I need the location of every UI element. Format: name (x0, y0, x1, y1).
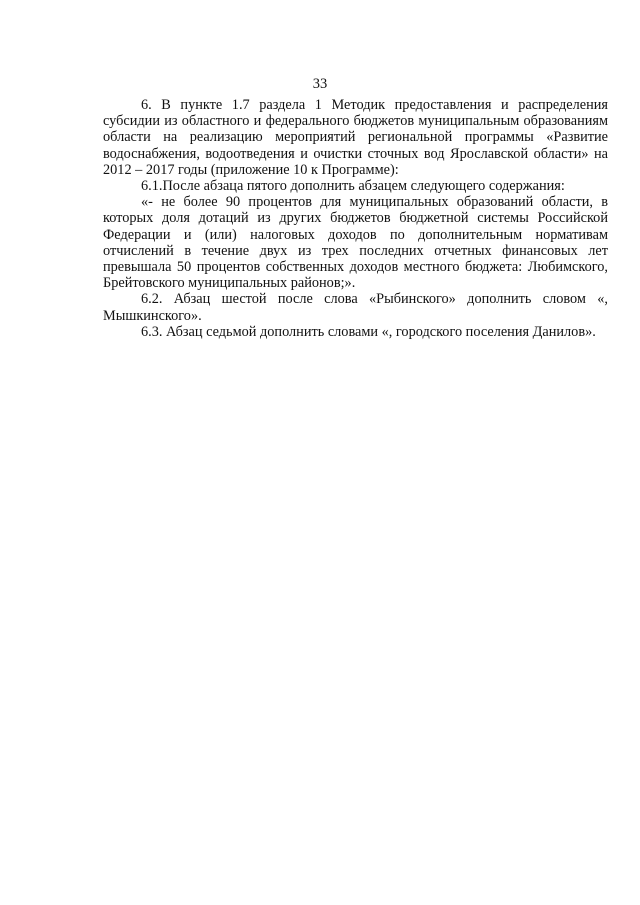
page-number: 33 (312, 76, 328, 92)
paragraph-6-1-quote: «- не более 90 процентов для муниципальных образований области, в которых доля дотаций из других бюджетов бюджетной системы Российской Федерации и (или) налоговых доходов по дополнительным нормативам отчислений в течение двух из трех последних отчетных финансовых лет превышала 50 процентов собственных доходов местного бюджета: Любимского, Брейтовского муниципальных районов;». (103, 194, 608, 292)
document-body (103, 97, 608, 340)
paragraph-6-1: 6.1.После абзаца пятого дополнить абзацем следующего содержания: (141, 178, 565, 195)
paragraph-6-2: 6.2. Абзац шестой после слова «Рыбинского» дополнить словом «, Мышкинского». (103, 291, 608, 324)
paragraph-6: 6. В пункте 1.7 раздела 1 Методик предоставления и распределения субсидии из областного и федерального бюджетов муниципальным образованиям области на реализацию мероприятий региональной программы «Развитие водоснабжения, водоотведения и очистки сточных вод Ярославской области» на 2012 – 2017 годы (приложение 10 к Программе): (103, 97, 608, 178)
paragraph-6-3: 6.3. Абзац седьмой дополнить словами «, городского поселения Данилов». (141, 323, 596, 340)
